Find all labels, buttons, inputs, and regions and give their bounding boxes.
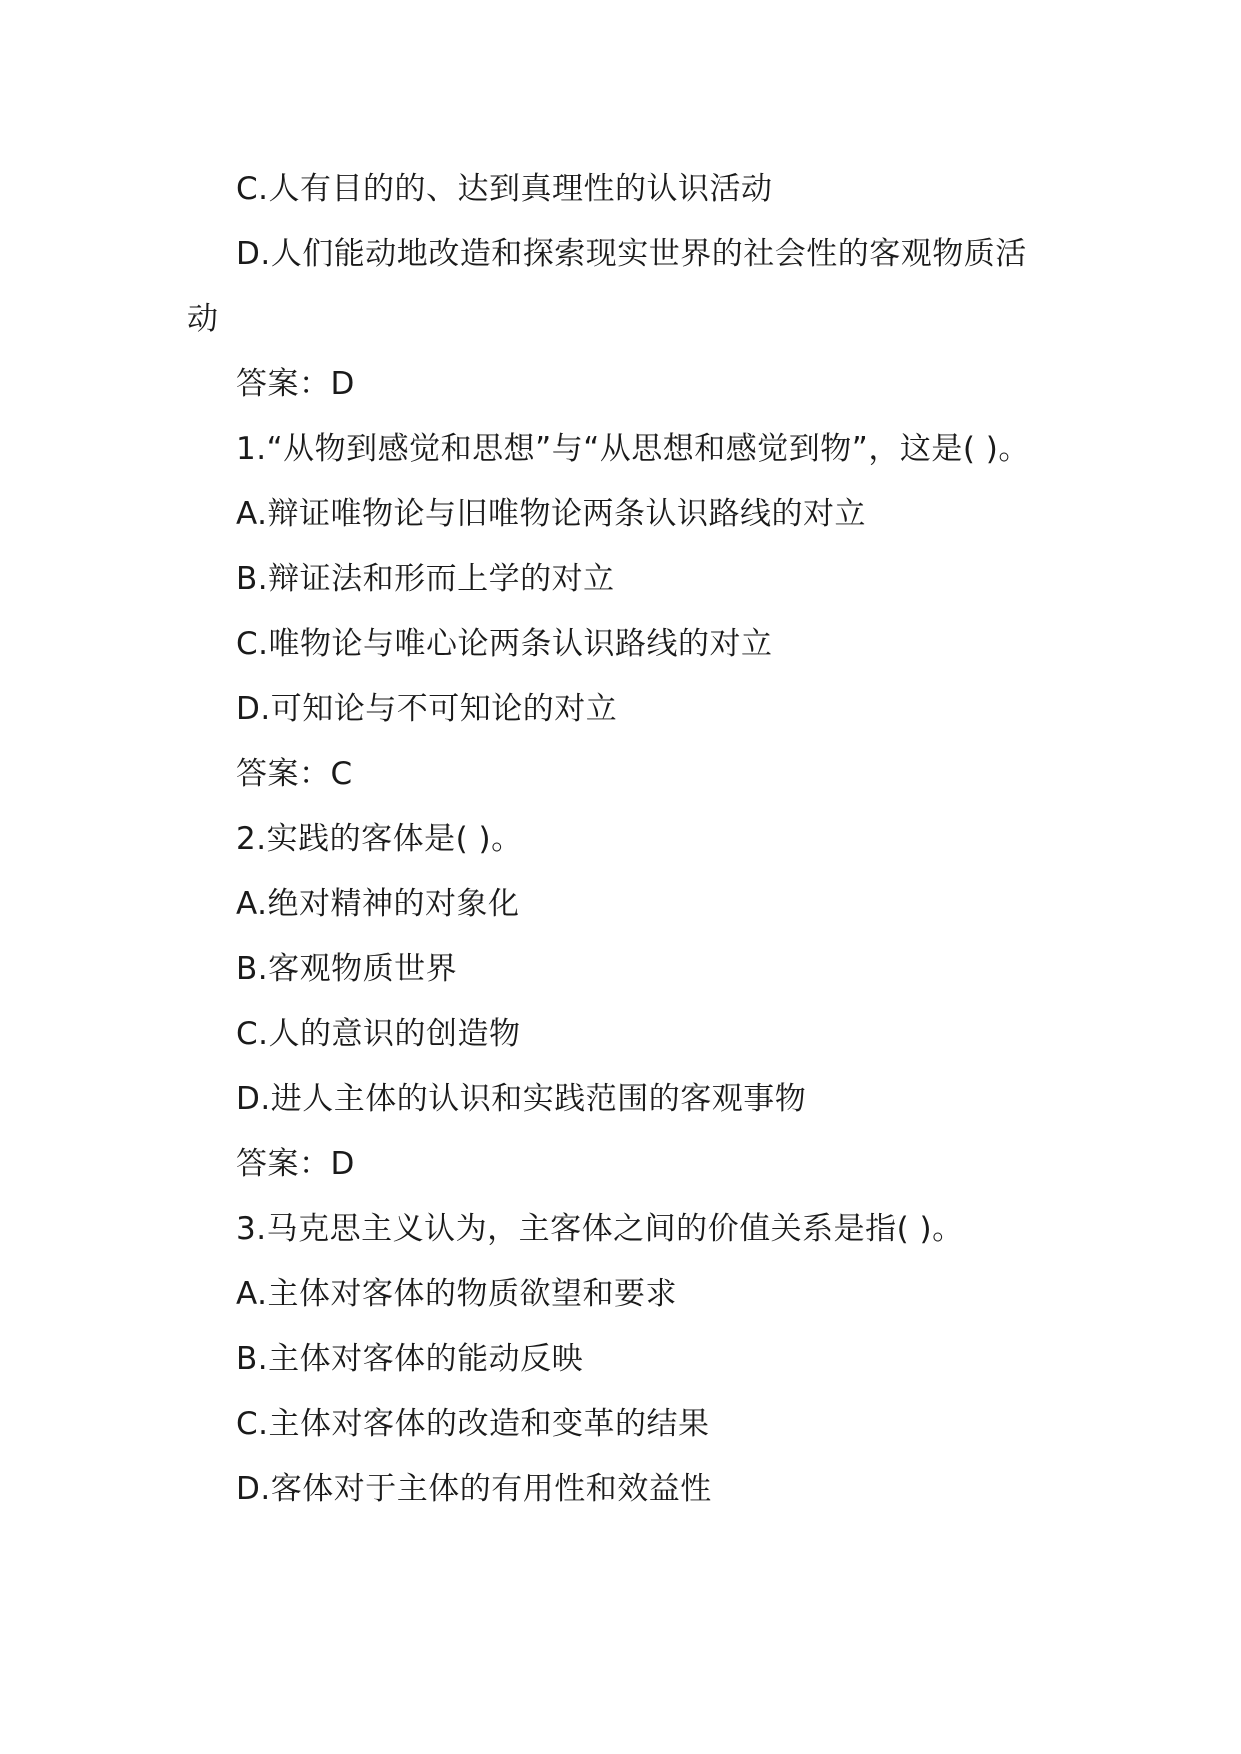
question-1-option-a: A.辩证唯物论与旧唯物论两条认识路线的对立	[236, 496, 867, 532]
question-1-option-c: C.唯物论与唯心论两条认识路线的对立	[236, 626, 773, 662]
answer-previous: 答案：D	[236, 366, 355, 402]
question-3-option-d: D.客体对于主体的有用性和效益性	[236, 1471, 712, 1507]
question-3-option-a: A.主体对客体的物质欲望和要求	[236, 1276, 678, 1312]
question-3-option-c: C.主体对客体的改造和变革的结果	[236, 1406, 710, 1442]
question-2-option-d: D.进人主体的认识和实践范围的客观事物	[236, 1081, 807, 1117]
question-1-option-d: D.可知论与不可知论的对立	[236, 691, 618, 727]
question-2: 2.实践的客体是( )。	[236, 821, 523, 857]
question-2-option-b: B.客观物质世界	[236, 951, 458, 987]
question-2-option-c: C.人的意识的创造物	[236, 1016, 521, 1052]
question-3: 3.马克思主义认为，主客体之间的价值关系是指( )。	[236, 1211, 964, 1247]
question-3-option-b: B.主体对客体的能动反映	[236, 1341, 584, 1377]
option-c-previous: C.人有目的的、达到真理性的认识活动	[236, 171, 773, 207]
document-body	[187, 157, 1057, 1522]
question-2-option-a: A.绝对精神的对象化	[236, 886, 520, 922]
option-d-previous: D.人们能动地改造和探索现实世界的社会性的客观物质活动	[187, 236, 1027, 337]
question-1-answer: 答案：C	[236, 756, 353, 792]
question-1-option-b: B.辩证法和形而上学的对立	[236, 561, 615, 597]
question-2-answer: 答案：D	[236, 1146, 355, 1182]
question-1: 1.“从物到感觉和思想”与“从思想和感觉到物”，这是( )。	[236, 431, 1030, 467]
